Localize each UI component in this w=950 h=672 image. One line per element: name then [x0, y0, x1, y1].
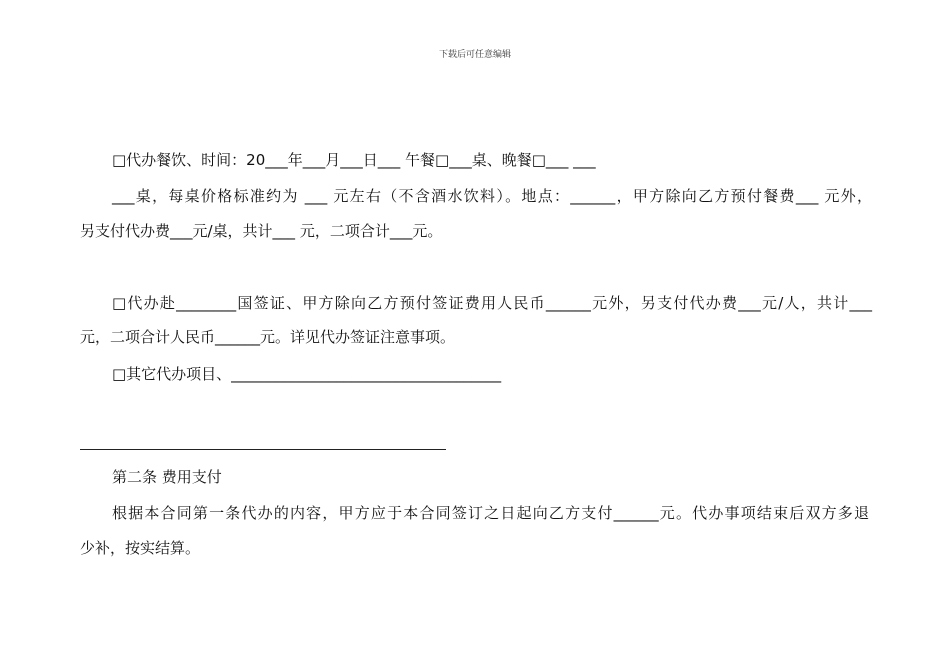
page-header-note: 下载后可任意编辑: [438, 50, 511, 60]
other-service-line: □其它代办项目、____________________________________: [112, 365, 502, 383]
visa-total-line: 元，二项合计人民币______元。详见代办签证注意事项。: [80, 328, 456, 346]
catering-fee-line: 另支付代办费___元/桌，共计___ 元，二项合计___元。: [80, 222, 443, 240]
visa-service-line: □代办赴________国签证、甲方除向乙方预付签证费用人民币______元外，另支付代办费___元/人，共计___: [112, 294, 872, 312]
article-two-heading: 第二条 费用支付: [112, 468, 222, 486]
catering-price-line: ___桌，每桌价格标准约为 ___ 元左右（不含酒水饮料）。地点：______，甲方除向乙方预付餐费___ 元外，: [112, 187, 872, 205]
payment-settlement-line: 少补，按实结算。: [80, 539, 201, 557]
horizontal-rule: [80, 449, 446, 450]
payment-clause-line: 根据本合同第一条代办的内容，甲方应于本合同签订之日起向乙方支付______元。代办事项结束后双方多退: [112, 504, 869, 522]
catering-service-line: □代办餐饮、时间：20___年___月___日___ 午餐□___桌、晚餐□___ ___: [112, 151, 596, 169]
